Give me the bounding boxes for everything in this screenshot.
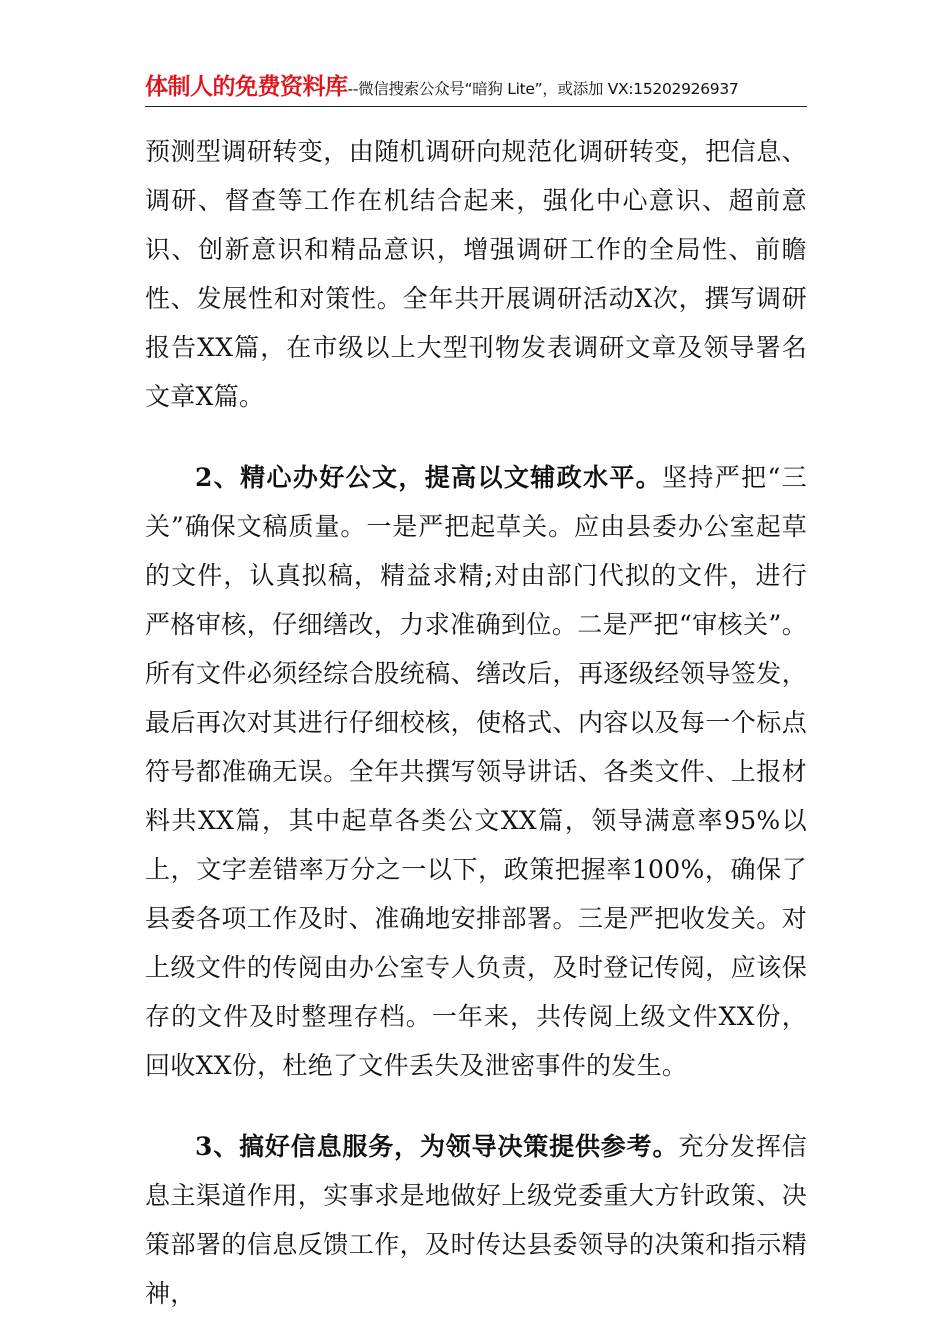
header-brand: 体制人的免费资料库 bbox=[145, 74, 348, 100]
paragraph-research-continued bbox=[145, 127, 807, 421]
page-header bbox=[145, 72, 807, 107]
paragraph-heading: 2、精心办好公文，提高以文辅政水平。 bbox=[195, 463, 663, 492]
paragraph-text: 坚持严把“三关”确保文稿质量。一是严把起草关。应由县委办公室起草的文件，认真拟稿，精益求精;对由部门代拟的文件，进行严格审核，仔细缮改，力求准确到位。二是严把“审核关”。所有文件必须经综合股统稿、缮改后，再逐级经领导签发，最后再次对其进行仔细校核，使格式、内容以及每一个标点符号都准确无误。全年共撰写领导讲话、各类文件、上报材料共XX篇，其中起草各类公文XX篇，领导满意率95%以上，文字差错率万分之一以下，政策把握率100%，确保了县委各项工作及时、准确地安排部署。三是严把收发关。对上级文件的传阅由办公室专人负责，及时登记传阅，应该保存的文件及时整理存档。一年来，共传阅上级文件XX份，回收XX份，杜绝了文件丢失及泄密事件的发生。 bbox=[145, 463, 807, 1080]
paragraph-heading: 3、搞好信息服务，为领导决策提供参考。 bbox=[195, 1132, 679, 1161]
paragraph-text: 预测型调研转变，由随机调研向规范化调研转变，把信息、调研、督查等工作在机结合起来，强化中心意识、超前意识、创新意识和精品意识，增强调研工作的全局性、前瞻性、发展性和对策性。全年共开展调研活动X次，撰写调研报告XX篇，在市级以上大型刊物发表调研文章及领导署名文章X篇。 bbox=[145, 137, 807, 411]
paragraph-information-service bbox=[145, 1122, 807, 1318]
document-body bbox=[145, 127, 807, 1318]
paragraph-text: 充分发挥信息主渠道作用，实事求是地做好上级党委重大方针政策、决策部署的信息反馈工作，及时传达县委领导的决策和指示精神， bbox=[145, 1132, 807, 1308]
header-tagline: --微信搜索公众号“暗狗 Lite”，或添加 VX:15202926937 bbox=[347, 80, 739, 98]
paragraph-official-documents bbox=[145, 453, 807, 1090]
